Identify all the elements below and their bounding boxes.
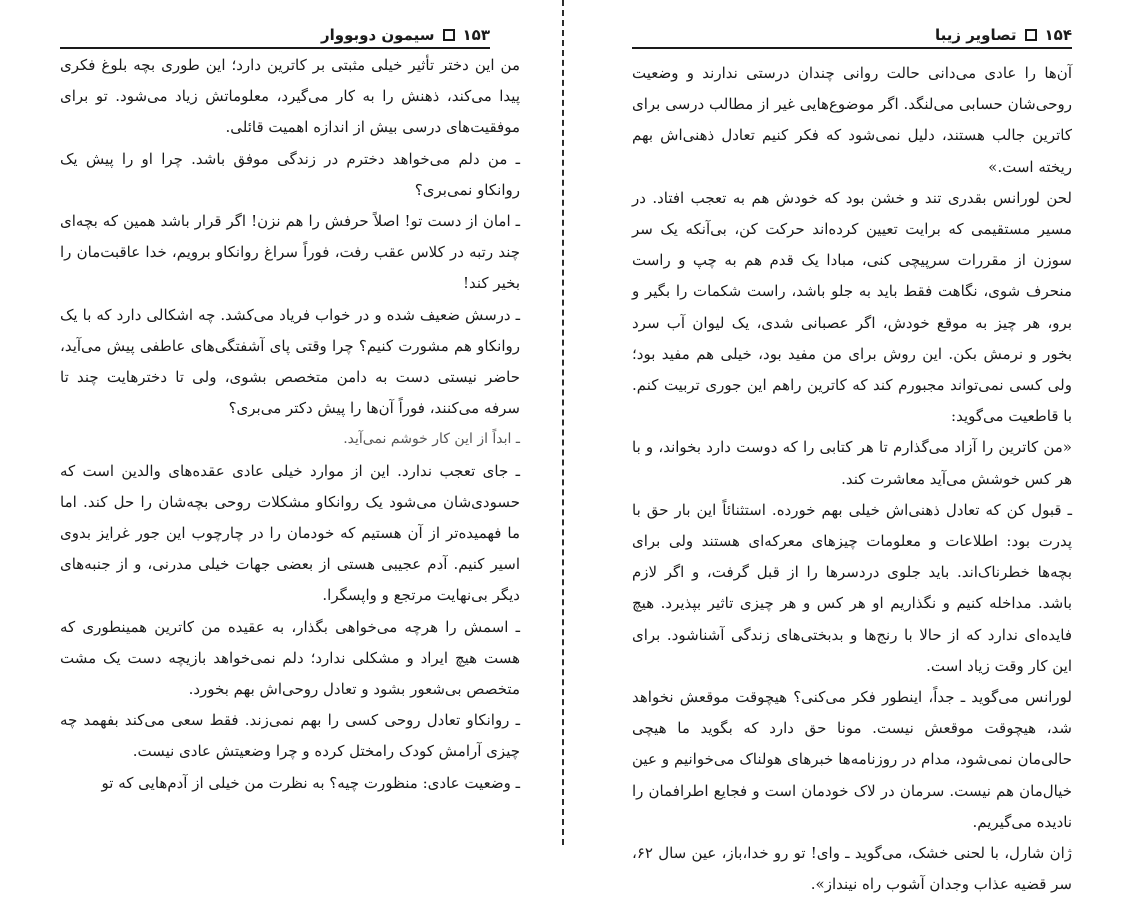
paragraph: لحن لورانس بقدری تند و خشن بود که خودش هم به تعجب افتاد. در مسیر مستقیمی که برایت تعیین کرده‌اند حرکت کن، بی‌آنکه یک سر سوزن از مقررات سرپیچی کنی، مبادا یک قدم هم به چپ و راست منحرف شوی، نگاهت فقط باید به جلو باشد، راست شکمات را بگیر و برو، هر چیز به موقع خودش، اگر عصبانی شدی، یک لیوان آب سرد بخور و نرمش بکن. این روش برای من مفید بود، خیلی هم مفید بود؛ ولی کسی نمی‌تواند مجبورم کند که کاترین راهم این جوری تربیت کنم. با قاطعیت می‌گوید: (632, 188, 1072, 426)
paragraph: «من کاترین را آزاد می‌گذارم تا هر کتابی را که دوست دارد بخواند، و با هر کس خوشش می‌آید معاشرت کند. (632, 438, 1072, 488)
running-title: تصاویر زیبا (934, 26, 1017, 44)
paragraph: آن‌ها را عادی می‌دانی حالت روانی چندان درستی ندارند و وضعیت روحی‌شان حسابی می‌لنگد. اگر موضوع‌هایی غیر از مطالب درسی برای کاترین جالب هستند، دلیل نمی‌شود که فکر کنیم تعادل ذهنی‌اش بهم ریخته است.» (632, 64, 1072, 176)
square-ornament-icon (1025, 29, 1037, 41)
paragraph: ـ وضعیت عادی: منظورت چیه؟ به نظرت من خیلی از آدم‌هایی که تو (101, 773, 520, 792)
paragraph: ـ روانکاو تعادل روحی کسی را بهم نمی‌زند. فقط سعی می‌کند بفهمد چه چیزی آرامش کودک رامختل کرده و چرا وضعیتش عادی نیست. (60, 711, 520, 761)
page-header (60, 16, 490, 49)
paragraph: لورانس می‌گوید ـ جداً، اینطور فکر می‌کنی؟ هیچوقت موقعش نخواهد شد، هیچوقت موقعش نیست. مونا حق دارد که بگوید ما هیچی حالی‌مان نمی‌شود، مدام در روزنامه‌ها خبرهای هولناک می‌خوانیم و عین خیال‌مان هم نیست. سرمان در لاک خودمان است و فجایع اطرافمان را نادیده می‌گیریم. (632, 688, 1072, 831)
page-fold-divider (562, 0, 564, 845)
paragraph: ژان شارل، با لحنی خشک، می‌گوید ـ وای! تو رو خدا،باز، عین سال ۶۲، سر قضیه عذاب وجدان آشوب راه نینداز». (632, 844, 1072, 894)
paragraph: ـ ابداً از این کار خوشم نمی‌آید. (343, 431, 520, 448)
paragraph: من این دختر تأثیر خیلی مثبتی بر کاترین دارد؛ این طوری بچه بلوغ فکری پیدا می‌کند، ذهنش را به کار می‌گیرد، معلوماتش زیاد می‌شود. تو برای موفقیت‌های درسی بیش از اندازه اهمیت قائلی. (60, 56, 520, 137)
left-page (0, 0, 560, 845)
page-number: ۱۵۴ (1044, 26, 1072, 44)
square-ornament-icon (443, 29, 455, 41)
paragraph: ـ قبول کن که تعادل ذهنی‌اش خیلی بهم خورده. استثنائاً این بار حق با پدرت بود: اطلاعات و معلومات چیزهای معرکه‌ای هستند ولی برای بچه‌ها خطرناک‌اند. باید جلوی دردسرها را از قبل گرفت، و اگر لازم باشد. مداخله کنیم و نگذاریم او هر کس و هر چیزی تاثیر بپذیرد. هیچ فایده‌ای ندارد که از حالا با رنج‌ها و بدبختی‌های زندگی آشناشود. برای این کار وقت زیاد است. (632, 500, 1072, 675)
page-body (60, 50, 520, 799)
right-page (566, 0, 1129, 894)
page-header (632, 16, 1072, 49)
paragraph: ـ اسمش را هرچه می‌خواهی بگذار، به عقیده من کاترین همینطوری که هست هیچ ایراد و مشکلی ندارد؛ دلم نمی‌خواهد بازیچه دست یک مشت متخصص بی‌شعور بشود و تعادل روحی‌اش بهم بخورد. (60, 617, 520, 699)
paragraph: ـ جای تعجب ندارد. این از موارد خیلی عادی عقده‌های والدین است که حسودی‌شان می‌شود یک روانکاو مشکلات روحی بچه‌شان را حل کند. اما ما فهمیده‌تر از آن هستیم که خودمان را در چارچوب این جور غرایز بدوی اسیر کنیم. آدم عجیبی هستی از بعضی جهات خیلی مدرنی، و از جنبه‌های دیگر بی‌نهایت مرتجع و واپسگرا. (60, 461, 520, 605)
page-number: ۱۵۳ (462, 26, 490, 44)
paragraph: ـ من دلم می‌خواهد دخترم در زندگی موفق باشد. چرا او را پیش یک روانکاو نمی‌بری؟ (60, 149, 520, 199)
paragraph: ـ درسش ضعیف شده و در خواب فریاد می‌کشد. چه اشکالی دارد که با یک روانکاو هم مشورت کنیم؟ چرا وقتی پای آشفتگی‌های عاطفی پیش می‌آید، حاضر نیستی دست به دامن متخصص بشوی، ولی تا دخترهایت چند تا سرفه می‌کنند، فوراً آن‌ها را پیش دکتر می‌بری؟ (60, 305, 520, 418)
paragraph: ـ امان از دست تو! اصلاً حرفش را هم نزن! اگر قرار باشد همین که بچه‌ای چند رتبه در کلاس عقب رفت، فوراً سراغ روانکاو برویم، خدا عاقبت‌مان را بخیر کند! (60, 212, 520, 293)
running-title: سیمون دوبووار (321, 26, 435, 44)
page-body (632, 58, 1072, 900)
